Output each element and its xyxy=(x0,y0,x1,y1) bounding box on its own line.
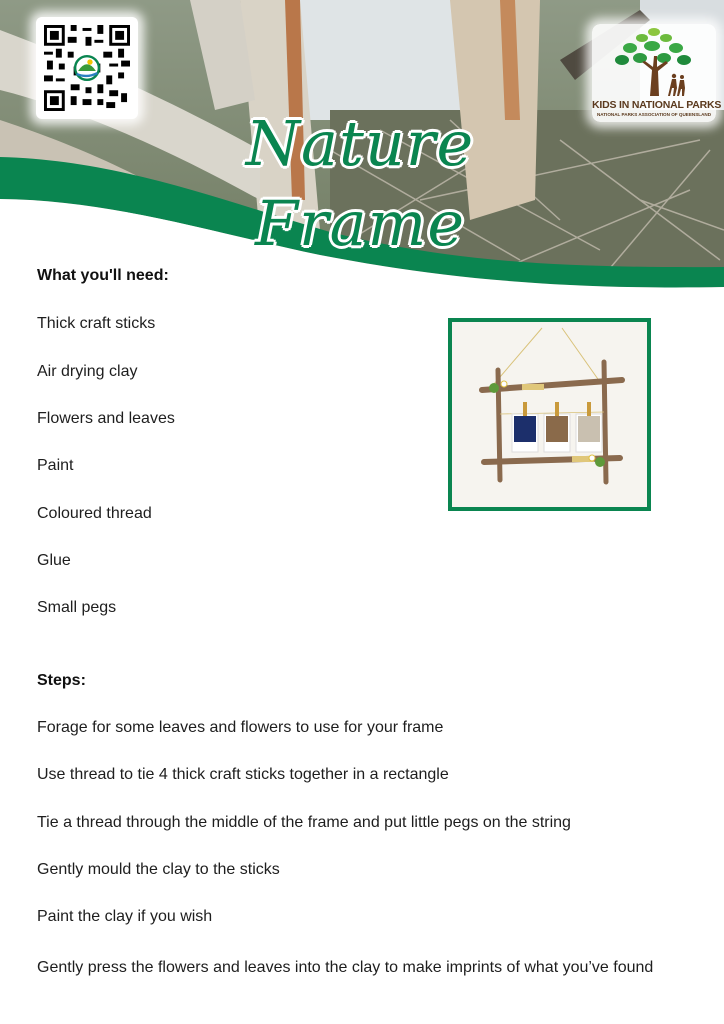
step-item: Gently press the flowers and leaves into the clay to make imprints of what you’ve found xyxy=(37,959,654,976)
step-item: Gently mould the clay to the sticks xyxy=(37,861,280,878)
qr-code[interactable] xyxy=(36,17,138,119)
needs-item: Thick craft sticks xyxy=(37,315,156,332)
qr-code-icon xyxy=(44,25,130,111)
needs-heading: What you'll need: xyxy=(37,267,169,284)
stick-frame-image xyxy=(452,322,647,507)
needs-item: Paint xyxy=(37,457,74,474)
step-item: Tie a thread through the middle of the frame and put little pegs on the string xyxy=(37,814,571,831)
steps-heading: Steps: xyxy=(37,672,86,689)
page-title: Nature Frame xyxy=(245,107,475,260)
needs-item: Coloured thread xyxy=(37,505,152,522)
step-item: Forage for some leaves and flowers to use for your frame xyxy=(37,719,444,736)
needs-item: Glue xyxy=(37,552,71,569)
step-item: Use thread to tie 4 thick craft sticks together in a rectangle xyxy=(37,766,449,783)
kids-in-national-parks-logo xyxy=(592,24,722,122)
needs-item: Flowers and leaves xyxy=(37,410,175,427)
needs-item: Air drying clay xyxy=(37,363,138,380)
logo-subtitle: NATIONAL PARKS ASSOCIATION OF QUEENSLAND xyxy=(596,112,712,117)
tree-with-children-icon xyxy=(612,26,696,100)
header-banner xyxy=(0,0,724,300)
needs-item: Small pegs xyxy=(37,599,117,616)
nature-frame-photo xyxy=(448,318,651,511)
logo-title: KIDS IN NATIONAL PARKS xyxy=(592,99,722,111)
step-item: Paint the clay if you wish xyxy=(37,908,213,925)
